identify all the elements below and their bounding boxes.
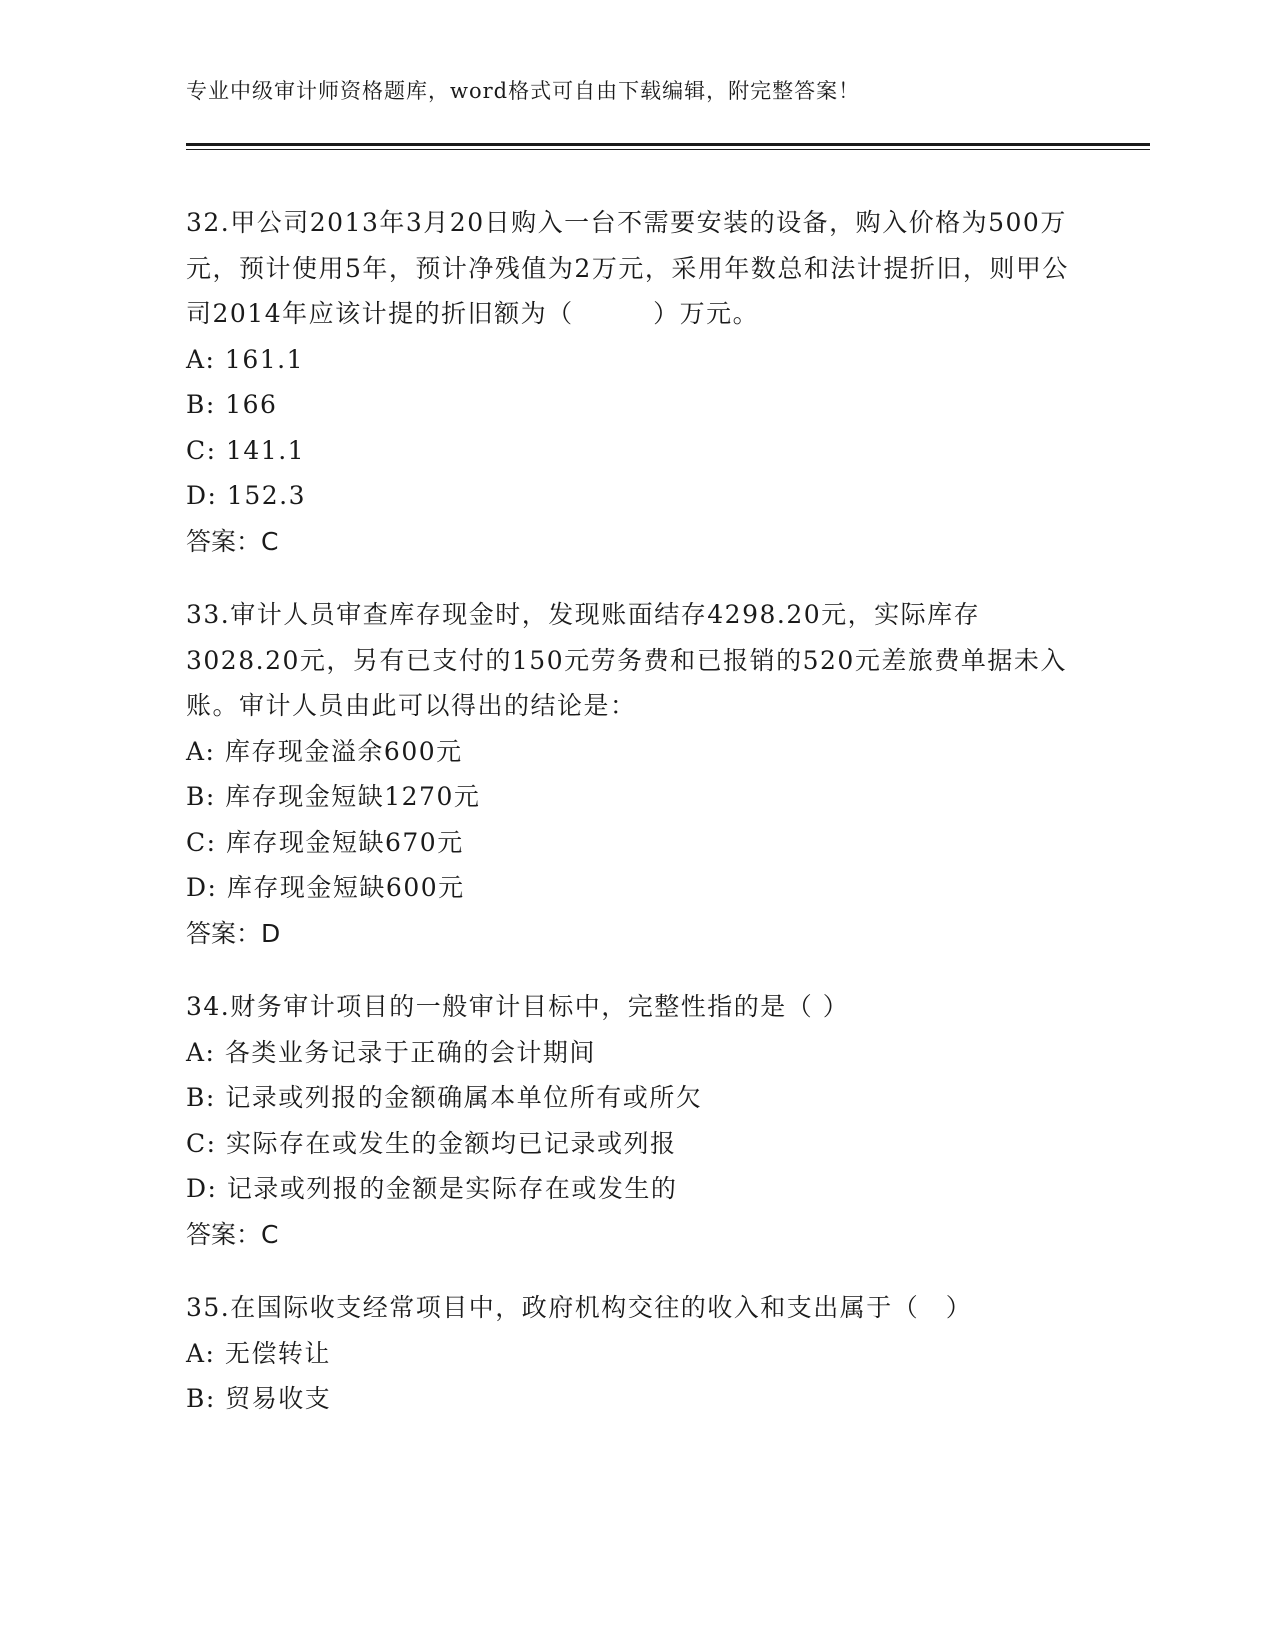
option-b: B: 库存现金短缺1270元 — [186, 782, 481, 811]
answer: 答案：C — [186, 1219, 279, 1249]
option-c: C: 141.1 — [186, 435, 306, 465]
option-b: B: 贸易收支 — [186, 1384, 332, 1413]
question-32 — [186, 200, 1086, 564]
option-a: A: 161.1 — [186, 344, 304, 374]
header-rule-thin — [186, 149, 1150, 150]
question-34 — [186, 984, 1086, 1257]
question-33 — [186, 592, 1086, 956]
question-stem: 33.审计人员审查库存现金时，发现账面结存4298.20元，实际库存3028.20元，另有已支付的150元劳务费和已报销的520元差旅费单据未入账。审计人员由此可以得出的结论是： — [186, 600, 1067, 720]
header-rule-thick — [186, 143, 1150, 146]
option-b: B: 166 — [186, 390, 278, 419]
question-list — [186, 200, 1086, 1450]
question-stem: 35.在国际收支经常项目中，政府机构交往的收入和支出属于（ ） — [186, 1293, 973, 1322]
answer: 答案：C — [186, 526, 279, 556]
question-35 — [186, 1285, 1086, 1422]
answer: 答案：D — [186, 918, 281, 948]
option-c: C: 库存现金短缺670元 — [186, 827, 464, 857]
option-d: D: 记录或列报的金额是实际存在或发生的 — [186, 1174, 678, 1203]
option-d: D: 库存现金短缺600元 — [186, 873, 465, 902]
option-a: A: 库存现金溢余600元 — [186, 736, 463, 766]
page-header: 专业中级审计师资格题库，word格式可自由下载编辑，附完整答案！ — [186, 79, 861, 103]
question-stem: 32.甲公司2013年3月20日购入一台不需要安装的设备，购入价格为500万元，预计使用5年，预计净残值为2万元，采用年数总和法计提折旧，则甲公司2014年应该计提的折旧额为（ ）万元。 — [186, 208, 1069, 328]
option-a: A: 各类业务记录于正确的会计期间 — [186, 1037, 596, 1067]
question-stem: 34.财务审计项目的一般审计目标中，完整性指的是（ ） — [186, 992, 850, 1021]
option-d: D: 152.3 — [186, 481, 306, 510]
option-a: A: 无偿转让 — [186, 1338, 331, 1368]
option-b: B: 记录或列报的金额确属本单位所有或所欠 — [186, 1083, 703, 1112]
option-c: C: 实际存在或发生的金额均已记录或列报 — [186, 1128, 677, 1158]
